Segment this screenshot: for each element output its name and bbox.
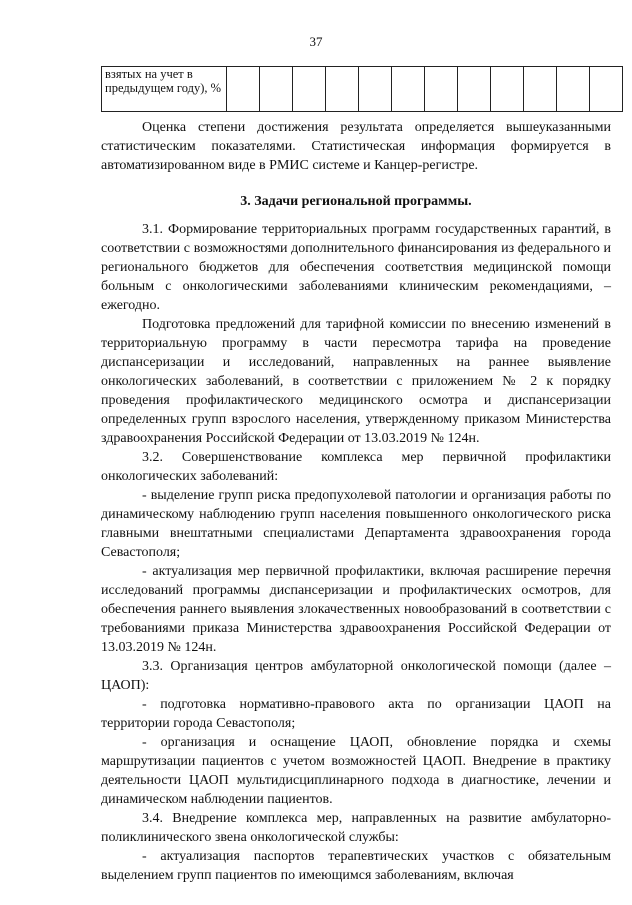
table-cell (359, 67, 392, 112)
document-body (101, 118, 611, 885)
paragraph: 3.4. Внедрение комплекса мер, направленных на развитие амбулаторно-поликлинического звена онкологической службы: (101, 811, 611, 845)
paragraph: 3.2. Совершенствование комплекса мер первичной профилактики онкологических заболеваний: (101, 450, 611, 484)
section-heading: 3. Задачи региональной программы. (240, 194, 472, 209)
table-cell (425, 67, 458, 112)
table-cell (590, 67, 623, 112)
paragraph: Оценка степени достижения результата определяется вышеуказанными статистическим показателями. Статистическая информация формируется в автоматизированном виде в РМИС системе и Канцер-регистре. (101, 120, 611, 173)
table-cell (524, 67, 557, 112)
table-cell (260, 67, 293, 112)
list-item: - актуализация мер первичной профилактики, включая расширение перечня исследований программы диспансеризации и профилактических осмотров, для обеспечения раннего выявления злокачественных новообразований в соответствии с требованиями приказа Министерства здравоохранения Российской Федерации от 13.03.2019 № 124н. (101, 564, 611, 655)
table-cell (293, 67, 326, 112)
list-item: - актуализация паспортов терапевтических участков с обязательным выделением групп пациентов по имеющимся заболеваниям, включая (101, 849, 611, 883)
continued-table-fragment (101, 66, 623, 112)
list-item: - выделение групп риска предопухолевой патологии и организация работы по динамическому наблюдению групп населения повышенного онкологического риска главными внештатными специалистами Департамента здравоохранения города Севастополя; (101, 488, 611, 560)
paragraph: 3.1. Формирование территориальных программ государственных гарантий, в соответствии с возможностями дополнительного финансирования из федерального и регионального бюджетов для обеспечения соответствия медицинской помощи больным с онкологическими заболеваниями клиническим рекомендациями, – ежегодно. (101, 222, 611, 313)
list-item: - подготовка нормативно-правового акта по организации ЦАОП на территории города Севастополя; (101, 697, 611, 731)
table-row (102, 67, 623, 112)
paragraph: Подготовка предложений для тарифной комиссии по внесению изменений в территориальную программу в части пересмотра тарифа на проведение диспансеризации и исследований, направленных на раннее выявление онкологических заболеваний, в соответствии с приложением № 2 к порядку проведения профилактического медицинского осмотра и диспансеризации определенных групп взрослого населения, утвержденному приказом Министерства здравоохранения Российской Федерации от 13.03.2019 № 124н. (101, 317, 611, 446)
table-row-label: взятых на учет в предыдущем году), % (102, 67, 227, 112)
table-cell (491, 67, 524, 112)
table-cell (458, 67, 491, 112)
paragraph: 3.3. Организация центров амбулаторной онкологической помощи (далее – ЦАОП): (101, 659, 611, 693)
table-cell (326, 67, 359, 112)
table-cell (227, 67, 260, 112)
table-cell (557, 67, 590, 112)
page-number: 37 (309, 34, 323, 49)
table-cell (392, 67, 425, 112)
list-item: - организация и оснащение ЦАОП, обновление порядка и схемы маршрутизации пациентов с учетом возможностей ЦАОП. Внедрение в практику деятельности ЦАОП мультидисциплинарного подхода в диагностике, лечении и динамическом наблюдении пациентов. (101, 735, 611, 807)
